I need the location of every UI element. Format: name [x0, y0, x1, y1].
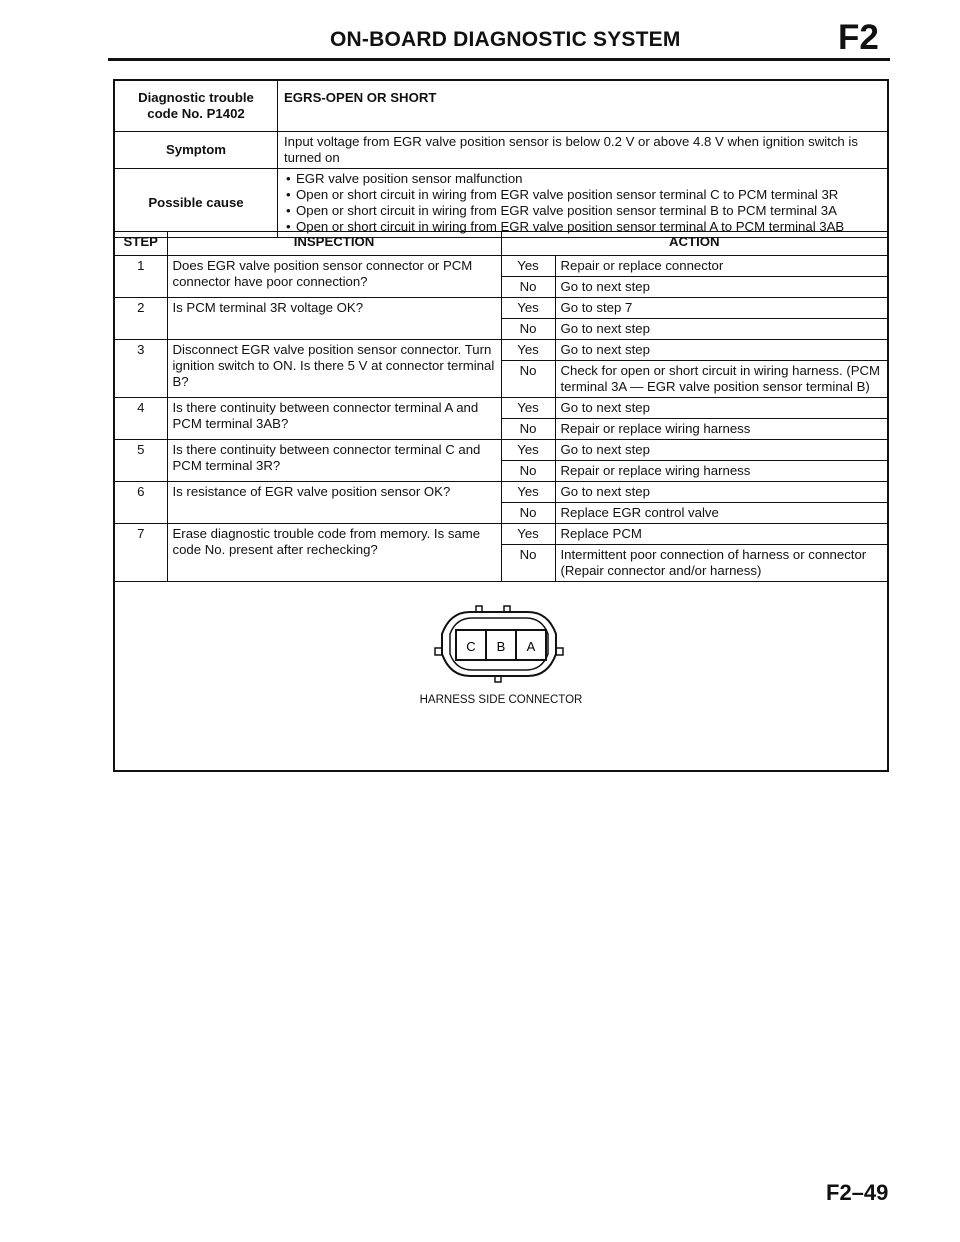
- inspection-header: INSPECTION: [167, 232, 501, 256]
- symptom-label: Symptom: [115, 131, 278, 168]
- step-number: 2: [115, 298, 167, 340]
- no-action: Check for open or short circuit in wiring harness. (PCM terminal 3A — EGR valve position sensor terminal B): [555, 361, 887, 398]
- terminal-label: C: [466, 639, 476, 654]
- page-title: ON-BOARD DIAGNOSTIC SYSTEM: [330, 28, 681, 51]
- yes-label: Yes: [501, 524, 555, 545]
- cause-item: • Open or short circuit in wiring from EGR valve position sensor terminal A to PCM terminal 3AB: [284, 219, 881, 235]
- step-header: STEP: [115, 232, 167, 256]
- no-label: No: [501, 503, 555, 524]
- no-label: No: [501, 461, 555, 482]
- yes-label: Yes: [501, 440, 555, 461]
- yes-action: Go to step 7: [555, 298, 887, 319]
- cause-list: [284, 171, 881, 235]
- action-header: ACTION: [501, 232, 887, 256]
- inspection-text: Is there continuity between connector terminal A and PCM terminal 3AB?: [167, 398, 501, 440]
- troubleshooting-table: [115, 231, 887, 722]
- no-action: Go to next step: [555, 277, 887, 298]
- inspection-text: Is resistance of EGR valve position sensor OK?: [167, 482, 501, 524]
- yes-action: Replace PCM: [555, 524, 887, 545]
- no-label: No: [501, 419, 555, 440]
- step-number: 6: [115, 482, 167, 524]
- no-action: Repair or replace wiring harness: [555, 419, 887, 440]
- yes-action: Go to next step: [555, 398, 887, 419]
- cause-item: • Open or short circuit in wiring from EGR valve position sensor terminal C to PCM terminal 3R: [284, 187, 881, 203]
- yes-label: Yes: [501, 340, 555, 361]
- diagnostic-frame: [113, 79, 889, 772]
- terminal-label: B: [496, 639, 506, 654]
- symptom-text: Input voltage from EGR valve position sensor is below 0.2 V or above 4.8 V when ignition switch is turned on: [278, 131, 888, 168]
- no-label: No: [501, 545, 555, 582]
- dtc-label: Diagnostic trouble code No. P1402: [115, 81, 278, 131]
- dtc-title: EGRS-OPEN OR SHORT: [284, 90, 437, 105]
- harness-connector-diagram: [424, 604, 574, 694]
- no-label: No: [501, 319, 555, 340]
- inspection-text: Does EGR valve position sensor connector or PCM connector have poor connection?: [167, 256, 501, 298]
- inspection-text: Is PCM terminal 3R voltage OK?: [167, 298, 501, 340]
- connector-diagram-cell: [115, 582, 887, 723]
- header-rule: [108, 58, 890, 61]
- inspection-text: Is there continuity between connector terminal C and PCM terminal 3R?: [167, 440, 501, 482]
- cause-item: • EGR valve position sensor malfunction: [284, 171, 881, 187]
- yes-label: Yes: [501, 256, 555, 277]
- no-action: Go to next step: [555, 319, 887, 340]
- step-number: 1: [115, 256, 167, 298]
- cause-item: • Open or short circuit in wiring from EGR valve position sensor terminal B to PCM terminal 3A: [284, 203, 881, 219]
- step-number: 3: [115, 340, 167, 398]
- inspection-text: Disconnect EGR valve position sensor connector. Turn ignition switch to ON. Is there 5 V at connector terminal B?: [167, 340, 501, 398]
- no-action: Replace EGR control valve: [555, 503, 887, 524]
- terminal-label: A: [526, 639, 536, 654]
- step-number: 7: [115, 524, 167, 582]
- yes-label: Yes: [501, 482, 555, 503]
- yes-action: Repair or replace connector: [555, 256, 887, 277]
- page-number: F2–49: [826, 1180, 889, 1205]
- cause-label: Possible cause: [115, 168, 278, 237]
- yes-label: Yes: [501, 398, 555, 419]
- yes-action: Go to next step: [555, 340, 887, 361]
- no-action: Repair or replace wiring harness: [555, 461, 887, 482]
- no-label: No: [501, 277, 555, 298]
- diagram-caption: HARNESS SIDE CONNECTOR: [419, 694, 583, 706]
- no-action: Intermittent poor connection of harness or connector (Repair connector and/or harness): [555, 545, 887, 582]
- yes-label: Yes: [501, 298, 555, 319]
- inspection-text: Erase diagnostic trouble code from memory. Is same code No. present after rechecking?: [167, 524, 501, 582]
- yes-action: Go to next step: [555, 482, 887, 503]
- no-label: No: [501, 361, 555, 398]
- yes-action: Go to next step: [555, 440, 887, 461]
- section-code: F2: [838, 18, 879, 57]
- step-number: 4: [115, 398, 167, 440]
- step-number: 5: [115, 440, 167, 482]
- dtc-info-table: [115, 81, 887, 238]
